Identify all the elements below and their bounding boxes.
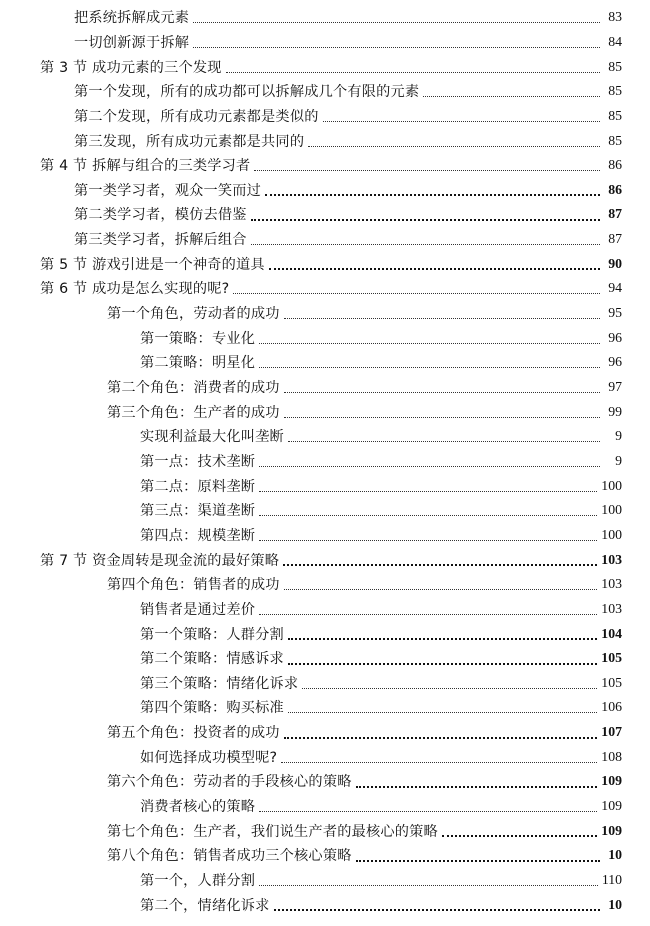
toc-entry-title: 第五个角色：投资者的成功 bbox=[107, 725, 280, 742]
dot-leader bbox=[254, 169, 600, 171]
toc-entry-title: 第三类学习者，拆解后组合 bbox=[74, 232, 247, 249]
dot-leader bbox=[259, 884, 598, 886]
toc-entry-title: 第四点：规模垄断 bbox=[140, 527, 256, 544]
toc-entry-page-number: 9 bbox=[615, 428, 622, 444]
toc-entry[interactable] bbox=[140, 424, 622, 449]
toc-entry-title: 第三个策略：情绪化诉求 bbox=[140, 675, 299, 692]
dot-leader bbox=[269, 267, 600, 270]
toc-entry-page-number: 109 bbox=[601, 822, 622, 838]
toc-entry[interactable] bbox=[140, 325, 622, 350]
toc-entry[interactable] bbox=[107, 375, 622, 400]
toc-entry-page-number: 95 bbox=[608, 305, 622, 321]
toc-entry-page-number: 104 bbox=[601, 625, 622, 641]
toc-entry-page-number: 107 bbox=[601, 724, 622, 740]
dot-leader bbox=[259, 810, 597, 812]
dot-leader bbox=[288, 637, 597, 640]
toc-entry[interactable] bbox=[140, 621, 622, 646]
toc-entry-page-number: 85 bbox=[608, 58, 622, 74]
toc-entry-page-number: 109 bbox=[601, 798, 622, 814]
toc-entry-title: 第四个角色：销售者的成功 bbox=[107, 577, 280, 594]
toc-entry[interactable] bbox=[140, 350, 622, 375]
dot-leader bbox=[281, 761, 597, 763]
dot-leader bbox=[259, 539, 597, 541]
toc-entry-title: 第二类学习者，模仿去借鉴 bbox=[74, 207, 247, 224]
toc-entry-page-number: 86 bbox=[608, 157, 622, 173]
dot-leader bbox=[274, 908, 601, 911]
toc-entry-title: 第一个发现，所有的成功都可以拆解成几个有限的元素 bbox=[74, 84, 420, 101]
dot-leader bbox=[288, 440, 600, 442]
dot-leader bbox=[356, 859, 600, 862]
toc-entry[interactable] bbox=[140, 449, 622, 474]
dot-leader bbox=[259, 342, 600, 344]
toc-entry-title: 第 7 节 资金周转是现金流的最好策略 bbox=[40, 552, 280, 569]
toc-entry-title: 如何选择成功模型呢? bbox=[140, 749, 278, 766]
toc-entry[interactable] bbox=[107, 720, 622, 745]
toc-entry-page-number: 103 bbox=[601, 551, 622, 567]
toc-entry[interactable] bbox=[40, 252, 622, 277]
toc-entry-page-number: 103 bbox=[601, 576, 622, 592]
toc-entry-page-number: 105 bbox=[601, 650, 622, 666]
toc-entry-title: 消费者核心的策略 bbox=[140, 799, 256, 816]
toc-entry-title: 第一个策略：人群分割 bbox=[140, 626, 284, 643]
toc-entry-page-number: 96 bbox=[608, 329, 622, 345]
toc-entry-page-number: 106 bbox=[601, 699, 622, 715]
toc-entry-page-number: 83 bbox=[608, 9, 622, 25]
toc-entry-page-number: 103 bbox=[601, 600, 622, 616]
toc-entry-title: 第二点：原料垄断 bbox=[140, 478, 256, 495]
toc-entry-title: 第 4 节 拆解与组合的三类学习者 bbox=[40, 158, 251, 175]
dot-leader bbox=[265, 193, 600, 196]
toc-entry-page-number: 85 bbox=[608, 107, 622, 123]
toc-entry-title: 第一个角色，劳动者的成功 bbox=[107, 306, 280, 323]
dot-leader bbox=[284, 736, 598, 739]
toc-entry-page-number: 9 bbox=[615, 452, 622, 468]
toc-entry-page-number: 100 bbox=[601, 526, 622, 542]
toc-entry-title: 第二个，情绪化诉求 bbox=[140, 897, 270, 914]
toc-entry-title: 第一点：技术垄断 bbox=[140, 453, 256, 470]
dot-leader bbox=[233, 292, 600, 294]
dot-leader bbox=[284, 416, 600, 418]
toc-entry-title: 第四个策略：购买标准 bbox=[140, 700, 284, 717]
toc-entry[interactable] bbox=[74, 104, 622, 129]
toc-entry-page-number: 99 bbox=[608, 403, 622, 419]
dot-leader bbox=[259, 613, 597, 615]
toc-entry-title: 第二策略：明星化 bbox=[140, 355, 256, 372]
toc-entry[interactable] bbox=[107, 769, 622, 794]
toc-entry-title: 第一策略：专业化 bbox=[140, 330, 256, 347]
toc-entry-page-number: 84 bbox=[608, 33, 622, 49]
toc-entry-title: 第八个角色：销售者成功三个核心策略 bbox=[107, 848, 352, 865]
toc-entry[interactable] bbox=[107, 399, 622, 424]
toc-entry[interactable] bbox=[40, 153, 622, 178]
dot-leader bbox=[259, 490, 597, 492]
toc-entry[interactable] bbox=[40, 547, 622, 572]
toc-entry[interactable] bbox=[140, 868, 622, 893]
toc-entry[interactable] bbox=[140, 671, 622, 696]
toc-entry-page-number: 96 bbox=[608, 354, 622, 370]
toc-entry[interactable] bbox=[140, 597, 622, 622]
toc-entry-page-number: 100 bbox=[601, 477, 622, 493]
dot-leader bbox=[284, 588, 598, 590]
toc-entry-page-number: 86 bbox=[608, 181, 622, 197]
toc-entry[interactable] bbox=[74, 30, 622, 55]
toc-entry[interactable] bbox=[140, 892, 622, 917]
dot-leader bbox=[308, 145, 600, 147]
toc-entry[interactable] bbox=[140, 745, 622, 770]
toc-entry[interactable] bbox=[140, 695, 622, 720]
toc-entry[interactable] bbox=[74, 5, 622, 30]
toc-entry-title: 第七个角色：生产者，我们说生产者的最核心的策略 bbox=[107, 823, 438, 840]
dot-leader bbox=[288, 662, 597, 665]
dot-leader bbox=[259, 514, 597, 516]
toc-entry[interactable] bbox=[74, 128, 622, 153]
toc-entry-page-number: 90 bbox=[608, 255, 622, 271]
toc-entry-title: 第六个角色：劳动者的手段核心的策略 bbox=[107, 774, 352, 791]
dot-leader bbox=[442, 834, 597, 837]
toc-entry-page-number: 10 bbox=[608, 847, 622, 863]
toc-entry[interactable] bbox=[74, 79, 622, 104]
toc-entry[interactable] bbox=[74, 202, 622, 227]
toc-entry-title: 实现利益最大化叫垄断 bbox=[140, 429, 284, 446]
dot-leader bbox=[423, 95, 600, 97]
dot-leader bbox=[226, 71, 600, 73]
toc-entry-title: 第三发现，所有成功元素都是共同的 bbox=[74, 133, 305, 150]
toc-entry[interactable] bbox=[107, 572, 622, 597]
toc-entry[interactable] bbox=[140, 646, 622, 671]
toc-entry-title: 销售者是通过差价 bbox=[140, 601, 256, 618]
toc-entry-page-number: 94 bbox=[608, 280, 622, 296]
toc-entry-title: 第 5 节 游戏引进是一个神奇的道具 bbox=[40, 256, 265, 273]
dot-leader bbox=[251, 243, 600, 245]
toc-entry[interactable] bbox=[140, 473, 622, 498]
dot-leader bbox=[259, 366, 600, 368]
dot-leader bbox=[283, 563, 597, 566]
toc-entry-title: 第三点：渠道垄断 bbox=[140, 503, 256, 520]
toc-entry-title: 第 6 节 成功是怎么实现的呢? bbox=[40, 281, 230, 298]
dot-leader bbox=[284, 391, 600, 393]
toc-entry[interactable] bbox=[140, 523, 622, 548]
toc-entry-title: 第三个角色：生产者的成功 bbox=[107, 404, 280, 421]
toc-entry-title: 一切创新源于拆解 bbox=[74, 34, 190, 51]
toc-entry-title: 第二个角色：消费者的成功 bbox=[107, 380, 280, 397]
toc-entry[interactable] bbox=[140, 794, 622, 819]
dot-leader bbox=[356, 785, 598, 788]
toc-entry-page-number: 87 bbox=[608, 231, 622, 247]
toc-entry[interactable] bbox=[74, 178, 622, 203]
toc-entry-title: 第 3 节 成功元素的三个发现 bbox=[40, 59, 222, 76]
dot-leader bbox=[251, 218, 600, 221]
dot-leader bbox=[193, 21, 600, 23]
dot-leader bbox=[302, 687, 597, 689]
toc-entry[interactable] bbox=[107, 301, 622, 326]
dot-leader bbox=[288, 711, 597, 713]
toc-entry-page-number: 97 bbox=[608, 379, 622, 395]
toc-entry[interactable] bbox=[74, 227, 622, 252]
dot-leader bbox=[193, 46, 600, 48]
toc-entry-page-number: 10 bbox=[608, 896, 622, 912]
toc-entry[interactable] bbox=[40, 276, 622, 301]
toc-entry[interactable] bbox=[107, 818, 622, 843]
toc-entry-page-number: 110 bbox=[601, 872, 622, 888]
toc-entry[interactable] bbox=[140, 498, 622, 523]
dot-leader bbox=[284, 317, 600, 319]
toc-entry-title: 第一类学习者，观众一笑而过 bbox=[74, 182, 262, 199]
toc-entry-page-number: 100 bbox=[601, 502, 622, 518]
toc-entry-title: 把系统拆解成元素 bbox=[74, 10, 190, 27]
toc-entry[interactable] bbox=[40, 54, 622, 79]
toc-entry-page-number: 85 bbox=[608, 132, 622, 148]
toc-entry-title: 第二个发现，所有成功元素都是类似的 bbox=[74, 108, 319, 125]
toc-entry-page-number: 87 bbox=[608, 206, 622, 222]
dot-leader bbox=[259, 465, 600, 467]
dot-leader bbox=[323, 120, 600, 122]
toc-entry-page-number: 105 bbox=[601, 674, 622, 690]
toc-entry-page-number: 85 bbox=[608, 83, 622, 99]
toc-entry-title: 第一个，人群分割 bbox=[140, 873, 256, 890]
toc-entry-title: 第二个策略：情感诉求 bbox=[140, 651, 284, 668]
toc-entry-page-number: 109 bbox=[601, 773, 622, 789]
toc-entry[interactable] bbox=[107, 843, 622, 868]
toc-entry-page-number: 108 bbox=[601, 748, 622, 764]
